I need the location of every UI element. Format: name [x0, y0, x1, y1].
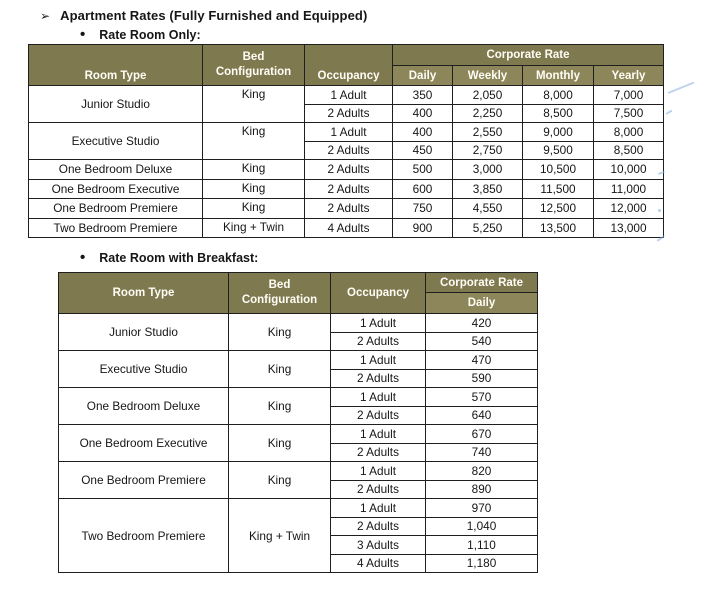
occupancy-cell: 2 Adults	[331, 517, 426, 536]
bed-configuration-cell: King	[229, 462, 331, 499]
table-row	[59, 351, 538, 370]
bed-configuration-header: Bed Configuration	[203, 45, 305, 86]
room-type-cell: One Bedroom Executive	[59, 425, 229, 462]
rate-room-only-label	[80, 27, 201, 42]
rate-value-cell: 1,180	[426, 554, 538, 573]
bed-configuration-cell: King	[229, 425, 331, 462]
rate-column-header-daily: Daily	[426, 293, 538, 314]
room-type-header: Room Type	[29, 45, 203, 86]
occupancy-cell: 3 Adults	[331, 536, 426, 555]
occupancy-cell: 1 Adult	[305, 123, 393, 142]
rate-value-cell: 13,000	[594, 218, 664, 238]
occupancy-cell: 4 Adults	[331, 554, 426, 573]
bed-configuration-cell: King + Twin	[203, 218, 305, 238]
rate-value-cell: 5,250	[453, 218, 523, 238]
rate-value-cell: 890	[426, 480, 538, 499]
rate-value-cell: 820	[426, 462, 538, 481]
table-row	[29, 218, 664, 238]
rate-value-cell: 400	[393, 123, 453, 142]
occupancy-cell: 2 Adults	[331, 332, 426, 351]
rate-value-cell: 12,000	[594, 199, 664, 219]
table-row	[29, 179, 664, 199]
occupancy-cell: 2 Adults	[305, 160, 393, 180]
rate-value-cell: 740	[426, 443, 538, 462]
rate-room-only-table	[28, 44, 664, 238]
table-row	[29, 123, 664, 142]
occupancy-header: Occupancy	[305, 45, 393, 86]
table-row	[59, 388, 538, 407]
occupancy-cell: 2 Adults	[305, 104, 393, 123]
occupancy-cell: 2 Adults	[331, 369, 426, 388]
rate-value-cell: 640	[426, 406, 538, 425]
rate-value-cell: 11,500	[523, 179, 594, 199]
room-type-cell: One Bedroom Deluxe	[59, 388, 229, 425]
rate-value-cell: 11,000	[594, 179, 664, 199]
rate-value-cell: 350	[393, 86, 453, 105]
rate-value-cell: 7,000	[594, 86, 664, 105]
bullet-icon: •	[80, 26, 86, 43]
bed-configuration-cell: King	[203, 123, 305, 160]
bed-configuration-cell: King	[203, 160, 305, 180]
rate-value-cell: 8,000	[523, 86, 594, 105]
rate-value-cell: 12,500	[523, 199, 594, 219]
rate-value-cell: 400	[393, 104, 453, 123]
pen-mark	[666, 110, 673, 115]
bed-configuration-cell: King	[203, 179, 305, 199]
table-row	[59, 462, 538, 481]
rate-value-cell: 2,250	[453, 104, 523, 123]
rate-value-cell: 4,550	[453, 199, 523, 219]
room-type-header: Room Type	[59, 273, 229, 314]
room-type-cell: One Bedroom Premiere	[29, 199, 203, 219]
bed-configuration-cell: King	[203, 199, 305, 219]
rate-value-cell: 600	[393, 179, 453, 199]
occupancy-cell: 2 Adults	[305, 179, 393, 199]
rate-value-cell: 470	[426, 351, 538, 370]
rate-value-cell: 500	[393, 160, 453, 180]
rate-value-cell: 7,500	[594, 104, 664, 123]
rate-value-cell: 2,050	[453, 86, 523, 105]
occupancy-cell: 1 Adult	[331, 462, 426, 481]
rate-value-cell: 540	[426, 332, 538, 351]
rate-value-cell: 9,000	[523, 123, 594, 142]
pen-mark	[668, 82, 695, 94]
occupancy-cell: 1 Adult	[331, 425, 426, 444]
table-row	[29, 160, 664, 180]
rate-column-header-weekly: Weekly	[453, 66, 523, 86]
rate-value-cell: 450	[393, 141, 453, 160]
rate-room-with-breakfast-label	[80, 250, 258, 265]
occupancy-cell: 1 Adult	[331, 499, 426, 518]
occupancy-cell: 1 Adult	[331, 314, 426, 333]
bed-configuration-cell: King	[229, 388, 331, 425]
table-row	[59, 499, 538, 518]
bullet-icon: •	[80, 249, 86, 266]
rate-column-header-yearly: Yearly	[594, 66, 664, 86]
rate-room-with-breakfast-table	[58, 272, 538, 573]
bed-configuration-header: Bed Configuration	[229, 273, 331, 314]
rate-value-cell: 970	[426, 499, 538, 518]
occupancy-cell: 2 Adults	[305, 141, 393, 160]
rate-value-cell: 420	[426, 314, 538, 333]
rate-value-cell: 750	[393, 199, 453, 219]
occupancy-cell: 2 Adults	[305, 199, 393, 219]
corporate-rate-header: Corporate Rate	[426, 273, 538, 293]
rate-value-cell: 13,500	[523, 218, 594, 238]
room-type-cell: One Bedroom Premiere	[59, 462, 229, 499]
room-type-cell: Junior Studio	[59, 314, 229, 351]
rate-room-with-breakfast-label-text: Rate Room with Breakfast:	[99, 250, 259, 265]
rate-value-cell: 3,850	[453, 179, 523, 199]
rate-column-header-monthly: Monthly	[523, 66, 594, 86]
rate-value-cell: 2,750	[453, 141, 523, 160]
rate-value-cell: 900	[393, 218, 453, 238]
occupancy-cell: 1 Adult	[305, 86, 393, 105]
pen-mark	[658, 209, 661, 212]
table-row	[59, 425, 538, 444]
occupancy-cell: 4 Adults	[305, 218, 393, 238]
room-type-cell: One Bedroom Executive	[29, 179, 203, 199]
occupancy-cell: 1 Adult	[331, 388, 426, 407]
occupancy-cell: 2 Adults	[331, 480, 426, 499]
rate-value-cell: 3,000	[453, 160, 523, 180]
arrow-bullet-icon: ➢	[40, 8, 51, 23]
rate-value-cell: 8,500	[594, 141, 664, 160]
rate-value-cell: 670	[426, 425, 538, 444]
room-type-cell: Executive Studio	[29, 123, 203, 160]
table-row	[29, 86, 664, 105]
rate-value-cell: 9,500	[523, 141, 594, 160]
occupancy-cell: 2 Adults	[331, 443, 426, 462]
room-type-cell: Two Bedroom Premiere	[29, 218, 203, 238]
bed-configuration-cell: King	[229, 314, 331, 351]
room-type-cell: Two Bedroom Premiere	[59, 499, 229, 573]
rate-value-cell: 10,000	[594, 160, 664, 180]
page-title	[40, 8, 367, 23]
table-row	[29, 199, 664, 219]
bed-configuration-cell: King	[203, 86, 305, 123]
bed-configuration-cell: King + Twin	[229, 499, 331, 573]
corporate-rate-header: Corporate Rate	[393, 45, 664, 66]
rate-value-cell: 590	[426, 369, 538, 388]
occupancy-cell: 2 Adults	[331, 406, 426, 425]
table-row	[59, 314, 538, 333]
rate-value-cell: 8,500	[523, 104, 594, 123]
room-type-cell: Executive Studio	[59, 351, 229, 388]
rate-value-cell: 8,000	[594, 123, 664, 142]
occupancy-header: Occupancy	[331, 273, 426, 314]
page-title-text: Apartment Rates (Fully Furnished and Equipped)	[60, 8, 368, 23]
rate-value-cell: 570	[426, 388, 538, 407]
rate-room-only-label-text: Rate Room Only:	[99, 27, 201, 42]
bed-configuration-cell: King	[229, 351, 331, 388]
room-type-cell: Junior Studio	[29, 86, 203, 123]
occupancy-cell: 1 Adult	[331, 351, 426, 370]
room-type-cell: One Bedroom Deluxe	[29, 160, 203, 180]
rate-value-cell: 1,040	[426, 517, 538, 536]
rate-column-header-daily: Daily	[393, 66, 453, 86]
rate-value-cell: 2,550	[453, 123, 523, 142]
rate-value-cell: 10,500	[523, 160, 594, 180]
rate-value-cell: 1,110	[426, 536, 538, 555]
